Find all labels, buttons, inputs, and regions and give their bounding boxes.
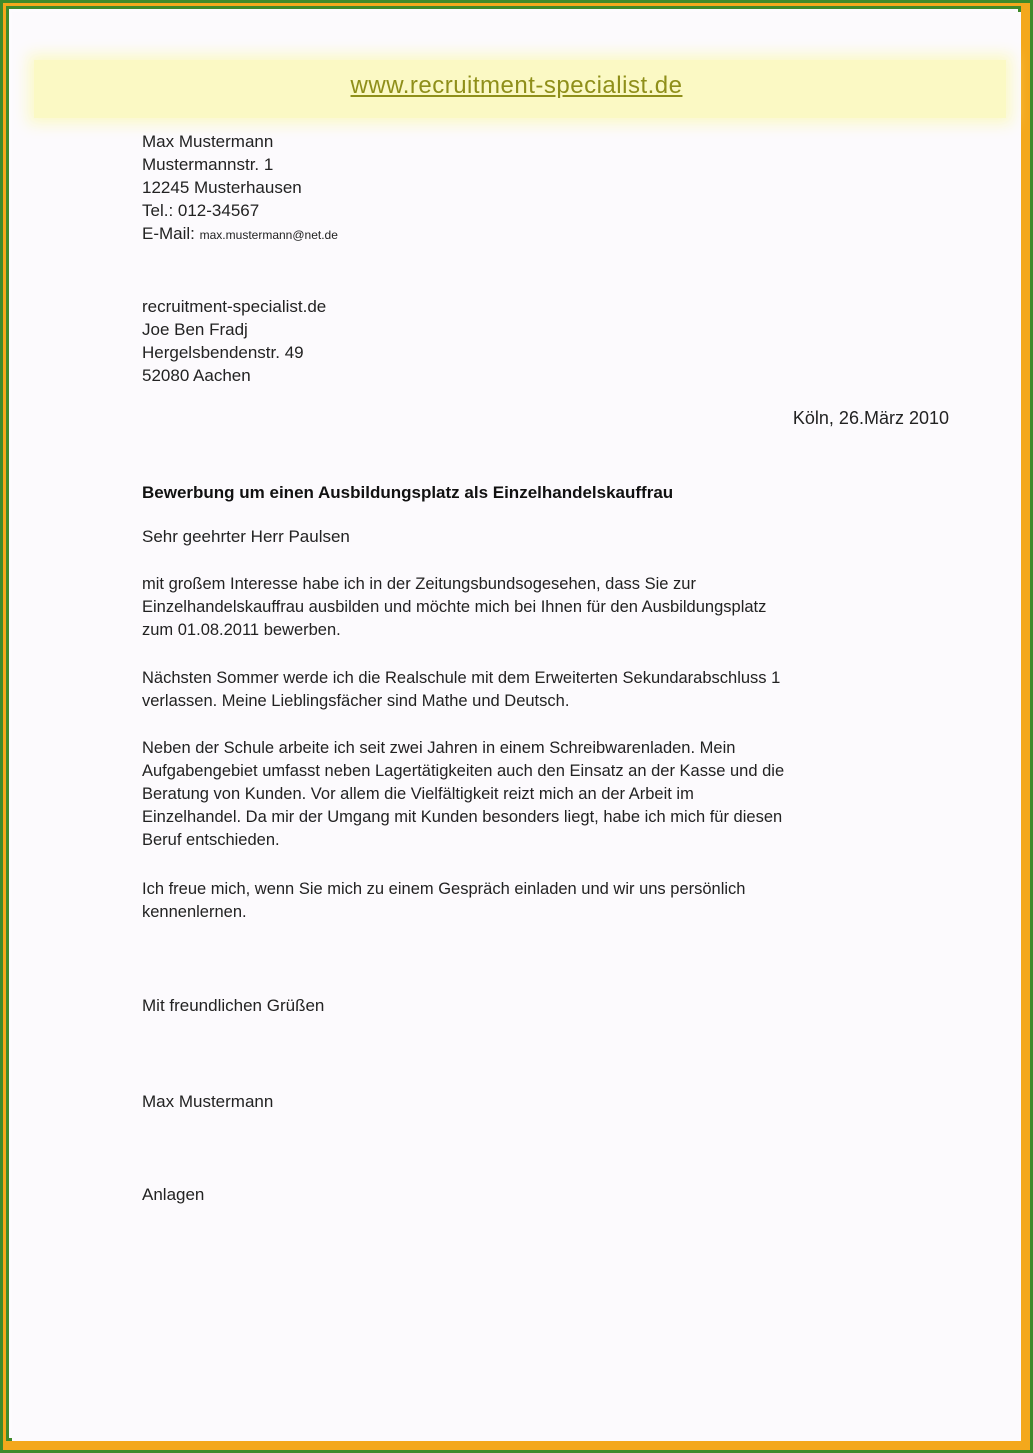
paragraph-3 bbox=[142, 737, 942, 852]
paragraph-line: Nächsten Sommer werde ich die Realschule mit dem Erweiterten Sekundarabschluss 1 bbox=[142, 669, 781, 687]
paragraph-line: kennenlernen. bbox=[142, 903, 247, 921]
closing: Mit freundlichen Grüßen bbox=[142, 996, 325, 1015]
paragraph-line: Neben der Schule arbeite ich seit zwei Jahren in einem Schreibwarenladen. Mein bbox=[142, 739, 736, 757]
paragraph-line: Beratung von Kunden. Vor allem die Vielfältigkeit reizt mich an der Arbeit im bbox=[142, 785, 694, 803]
recipient-street: Hergelsbendenstr. 49 bbox=[142, 343, 304, 362]
letter-page bbox=[12, 12, 1021, 1441]
recipient-city: 52080 Aachen bbox=[142, 366, 251, 385]
letter-subject: Bewerbung um einen Ausbildungsplatz als Einzelhandelskauffrau bbox=[142, 483, 674, 502]
paragraph-line: verlassen. Meine Lieblingsfächer sind Mathe und Deutsch. bbox=[142, 692, 570, 710]
paragraph-line: Beruf entschieden. bbox=[142, 831, 280, 849]
enclosures: Anlagen bbox=[142, 1185, 205, 1204]
sender-address bbox=[142, 130, 338, 247]
paragraph-line: Einzelhandel. Da mir der Umgang mit Kunden besonders liegt, habe ich mich für diesen bbox=[142, 808, 783, 826]
paragraph-line: zum 01.08.2011 bewerben. bbox=[142, 621, 341, 639]
paragraph-line: mit großem Interesse habe ich in der Zeitungsbundsogesehen, dass Sie zur bbox=[142, 575, 696, 593]
sender-city: 12245 Musterhausen bbox=[142, 178, 302, 197]
paragraph-line: Aufgabengebiet umfasst neben Lagertätigkeiten auch den Einsatz an der Kasse und die bbox=[142, 762, 785, 780]
url-link[interactable]: www.recruitment-specialist.de bbox=[350, 72, 683, 99]
sender-email: max.mustermann@net.de bbox=[199, 228, 338, 242]
paragraph-line: Ich freue mich, wenn Sie mich zu einem Gespräch einladen und wir uns persönlich bbox=[142, 880, 746, 898]
sender-email-label: E-Mail: bbox=[142, 224, 195, 243]
signature: Max Mustermann bbox=[142, 1092, 274, 1111]
sender-email-line bbox=[142, 222, 338, 247]
paragraph-line: Einzelhandelskauffrau ausbilden und möchte mich bei Ihnen für den Ausbildungsplatz bbox=[142, 598, 767, 616]
letter-date: Köln, 26.März 2010 bbox=[792, 408, 949, 428]
recipient-contact: Joe Ben Fradj bbox=[142, 320, 248, 339]
paragraph-2 bbox=[142, 667, 942, 713]
salutation: Sehr geehrter Herr Paulsen bbox=[142, 527, 350, 546]
sender-street: Mustermannstr. 1 bbox=[142, 155, 274, 174]
sender-phone: Tel.: 012-34567 bbox=[142, 201, 260, 220]
recipient-address bbox=[142, 295, 326, 387]
paragraph-4 bbox=[142, 878, 942, 924]
recipient-company: recruitment-specialist.de bbox=[142, 297, 327, 316]
sender-name: Max Mustermann bbox=[142, 132, 274, 151]
paragraph-1 bbox=[142, 573, 942, 642]
